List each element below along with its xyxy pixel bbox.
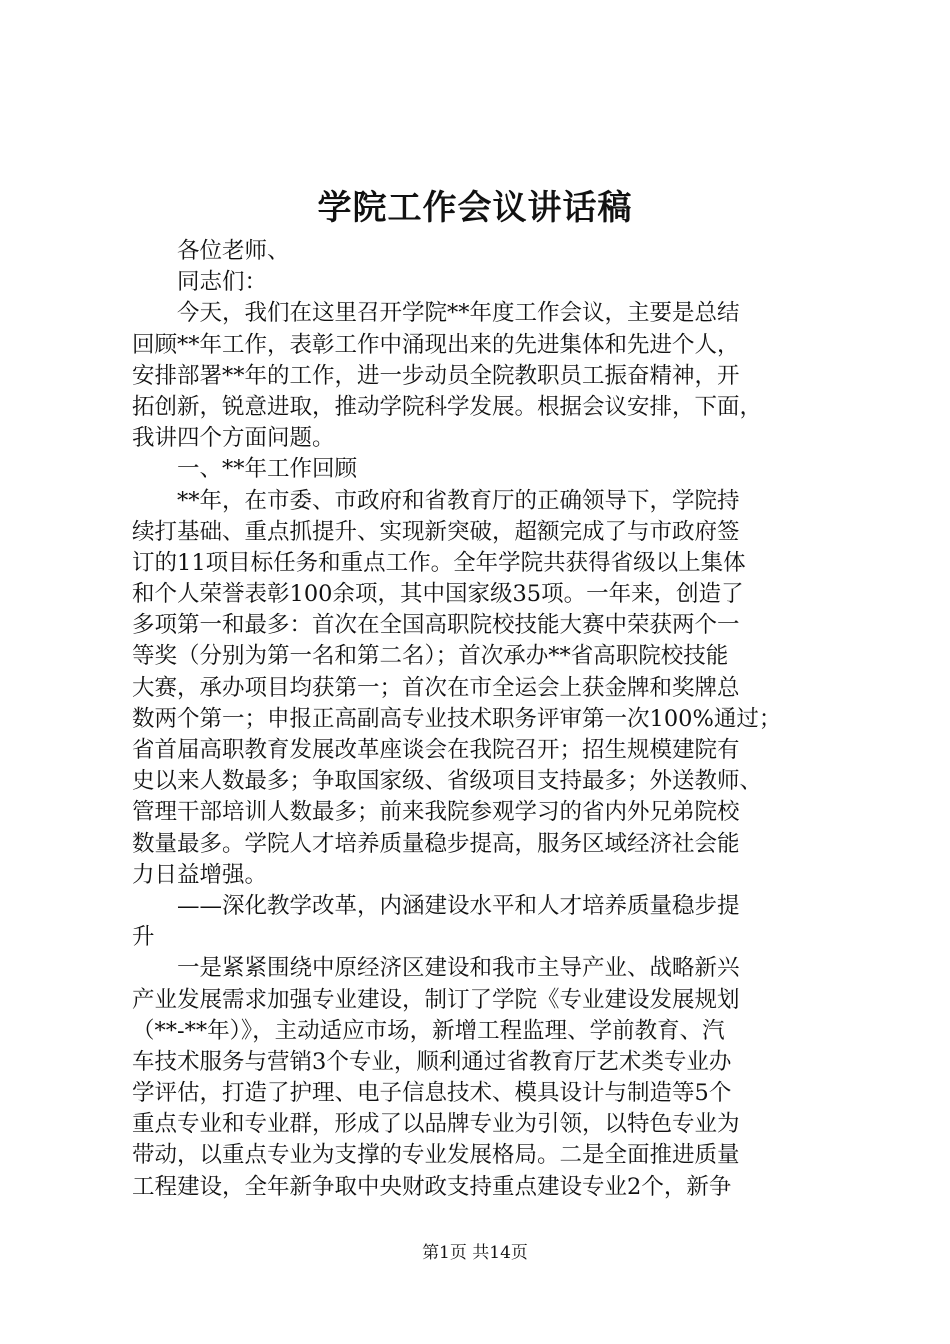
body-line: 续打基础、重点抓提升、实现新突破，超额完成了与市政府签: [132, 518, 740, 545]
body-line: 订的11项目标任务和重点工作。全年学院共获得省级以上集体: [132, 549, 746, 576]
body-line: 各位老师、: [132, 238, 290, 264]
body-line: 和个人荣誉表彰100余项，其中国家级35项。一年来，创造了: [132, 581, 744, 608]
body-line: 重点专业和专业群，形成了以品牌专业为引领，以特色专业为: [132, 1111, 740, 1138]
body-line: 大赛，承办项目均获第一；首次在市全运会上获金牌和奖牌总: [132, 674, 740, 701]
body-line: 我讲四个方面问题。: [132, 425, 335, 452]
body-line: 学评估，打造了护理、电子信息技术、模具设计与制造等5个: [132, 1080, 732, 1107]
body-line: 史以来人数最多；争取国家级、省级项目支持最多；外送教师、: [132, 768, 763, 795]
body-line: 一、**年工作回顾: [132, 456, 358, 483]
body-line: 多项第一和最多：首次在全国高职院校技能大赛中荣获两个一: [132, 612, 740, 639]
body-line: 安排部署**年的工作，进一步动员全院教职员工振奋精神，开: [132, 362, 740, 389]
body-line: 车技术服务与营销3个专业，顺利通过省教育厅艺术类专业办: [132, 1048, 732, 1075]
body-line: 数两个第一；申报正高副高专业技术职务评审第一次100%通过；: [132, 705, 782, 732]
body-line: **年，在市委、市政府和省教育厅的正确领导下，学院持: [132, 487, 740, 514]
document-title: 学院工作会议讲话稿: [317, 188, 633, 228]
body-line: 今天，我们在这里召开学院**年度工作会议，主要是总结: [132, 300, 740, 327]
body-line: 等奖（分别为第一名和第二名）；首次承办**省高职院校技能: [132, 643, 729, 670]
page-footer: 第1页 共14页: [422, 1243, 528, 1263]
body-line: ——深化教学改革，内涵建设水平和人才培养质量稳步提: [132, 892, 740, 919]
body-line: 数量最多。学院人才培养质量稳步提高，服务区域经济社会能: [132, 830, 740, 857]
document-body: [132, 236, 830, 1203]
body-line: 一是紧紧围绕中原经济区建设和我市主导产业、战略新兴: [132, 955, 740, 982]
body-line: 省首届高职教育发展改革座谈会在我院召开；招生规模建院有: [132, 737, 740, 763]
body-line: 力日益增强。: [132, 861, 268, 888]
body-line: 带动，以重点专业为支撑的专业发展格局。二是全面推进质量: [132, 1142, 740, 1169]
body-line: 拓创新，锐意进取，推动学院科学发展。根据会议安排，下面，: [132, 393, 763, 420]
body-line: 产业发展需求加强专业建设，制订了学院《专业建设发展规划: [132, 986, 740, 1013]
body-line: 同志们：: [132, 269, 268, 296]
body-line: 工程建设，全年新争取中央财政支持重点建设专业2个，新争: [132, 1173, 732, 1200]
body-line: （**-**年）》，主动适应市场，新增工程监理、学前教育、汽: [132, 1017, 725, 1044]
body-line: 升: [132, 924, 155, 951]
body-line: 回顾**年工作，表彰工作中涌现出来的先进集体和先进个人，: [132, 331, 740, 358]
body-line: 管理干部培训人数最多；前来我院参观学习的省内外兄弟院校: [132, 799, 740, 826]
